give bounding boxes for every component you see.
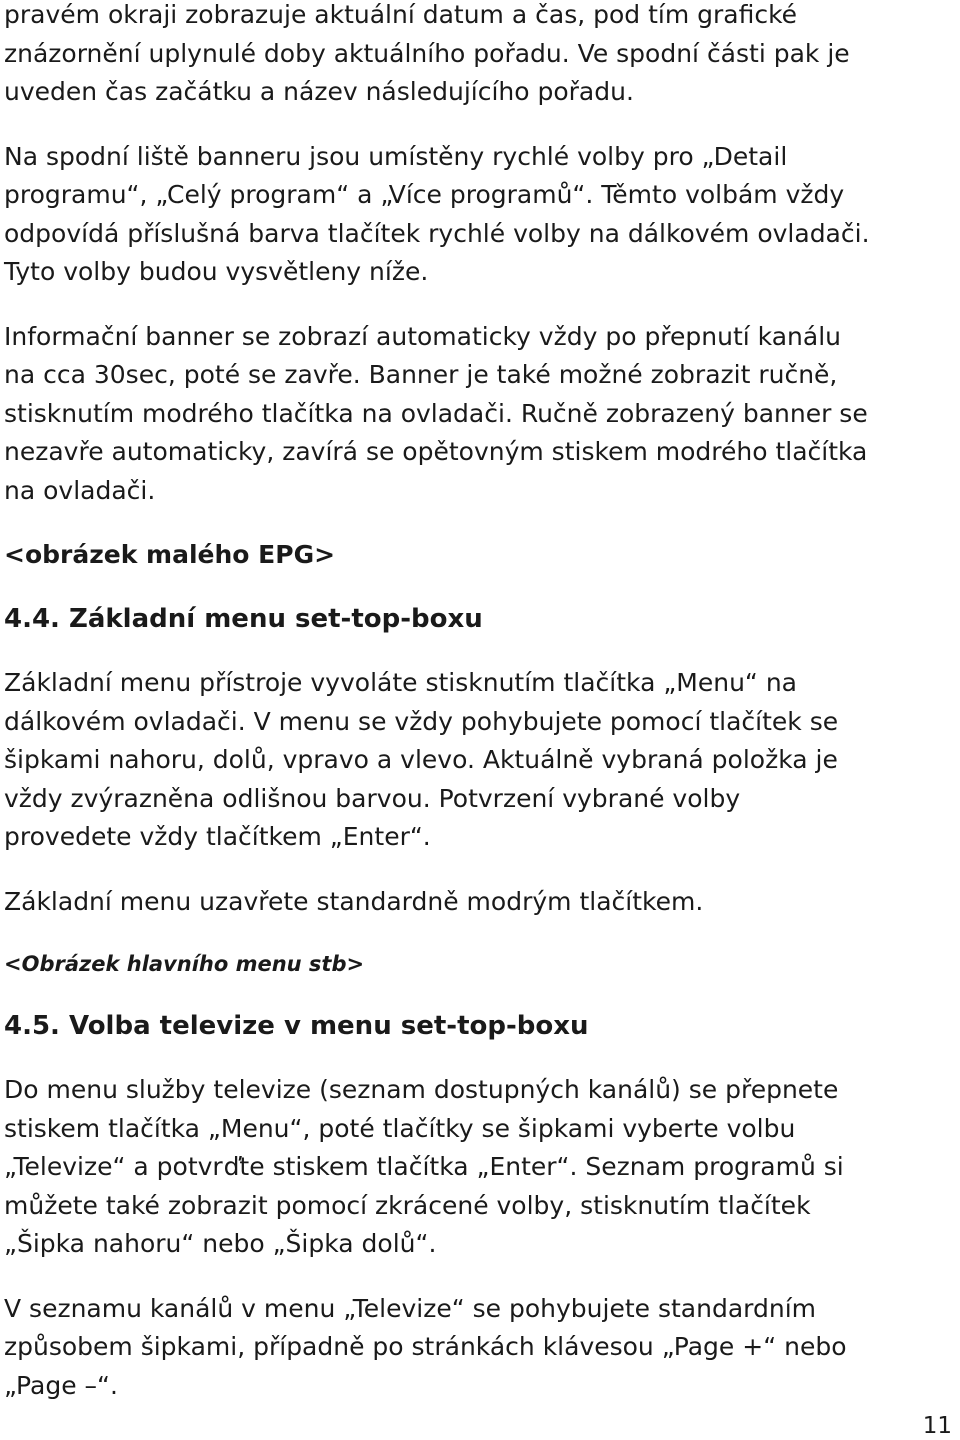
- paragraph-basic-menu: Základní menu přístroje vyvoláte stisknutím tlačítka „Menu“ na dálkovém ovladači. V menu se vždy pohybujete pomocí tlačítek se šipkami nahoru, dolů, vpravo a vlevo. Aktuálně vybraná položka je vždy zvýrazněna odlišnou barvou. Potvrzení vybrané volby provedete vždy tlačítkem „Enter“.: [4, 668, 839, 851]
- section-heading-4-5: 4.5. Volba televize v menu set-top-boxu: [4, 1011, 589, 1041]
- paragraph-quick-options: Na spodní liště banneru jsou umístěny rychlé volby pro „Detail programu“, „Celý program“ a „Více programů“. Těmto volbám vždy odpovídá příslušná barva tlačítek rychlé volby na dálkovém ovladači. Tyto volby budou vysvětleny níže.: [4, 141, 870, 286]
- section-heading-4-4: 4.4. Základní menu set-top-boxu: [4, 604, 483, 634]
- paragraph-tv-menu: Do menu služby televize (seznam dostupných kanálů) se přepnete stiskem tlačítka „Menu“, poté tlačítky se šipkami vyberte volbu „Televize“ a potvrďte stiskem tlačítka „Enter“. Seznam programů si můžete také zobrazit pomocí zkrácené volby, stisknutím tlačítek „Šipka nahoru“ nebo „Šipka dolů“.: [4, 1075, 844, 1258]
- paragraph-banner-display: Informační banner se zobrazí automaticky vždy po přepnutí kanálu na cca 30sec, poté se zavře. Banner je také možné zobrazit ručně, stisknutím modrého tlačítka na ovladači. Ručně zobrazený banner se nezavře automaticky, zavírá se opětovným stiskem modrého tlačítka na ovladači.: [4, 321, 868, 505]
- page-number: 11: [922, 1413, 952, 1439]
- paragraph-channel-list: V seznamu kanálů v menu „Televize“ se pohybujete standardním způsobem šipkami, případně po stránkách klávesou „Page +“ nebo „Page –“.: [4, 1293, 847, 1400]
- paragraph-close-menu: Základní menu uzavřete standardně modrým tlačítkem.: [4, 886, 704, 916]
- document-page: [4, 0, 948, 1405]
- paragraph-banner-description: pravém okraji zobrazuje aktuální datum a čas, pod tím grafické znázornění uplynulé doby aktuálního pořadu. Ve spodní části pak je uveden čas začátku a název následujícího pořadu.: [4, 0, 850, 106]
- image-placeholder-epg: <obrázek malého EPG>: [4, 540, 336, 569]
- image-placeholder-main-menu: <Obrázek hlavního menu stb>: [4, 952, 365, 976]
